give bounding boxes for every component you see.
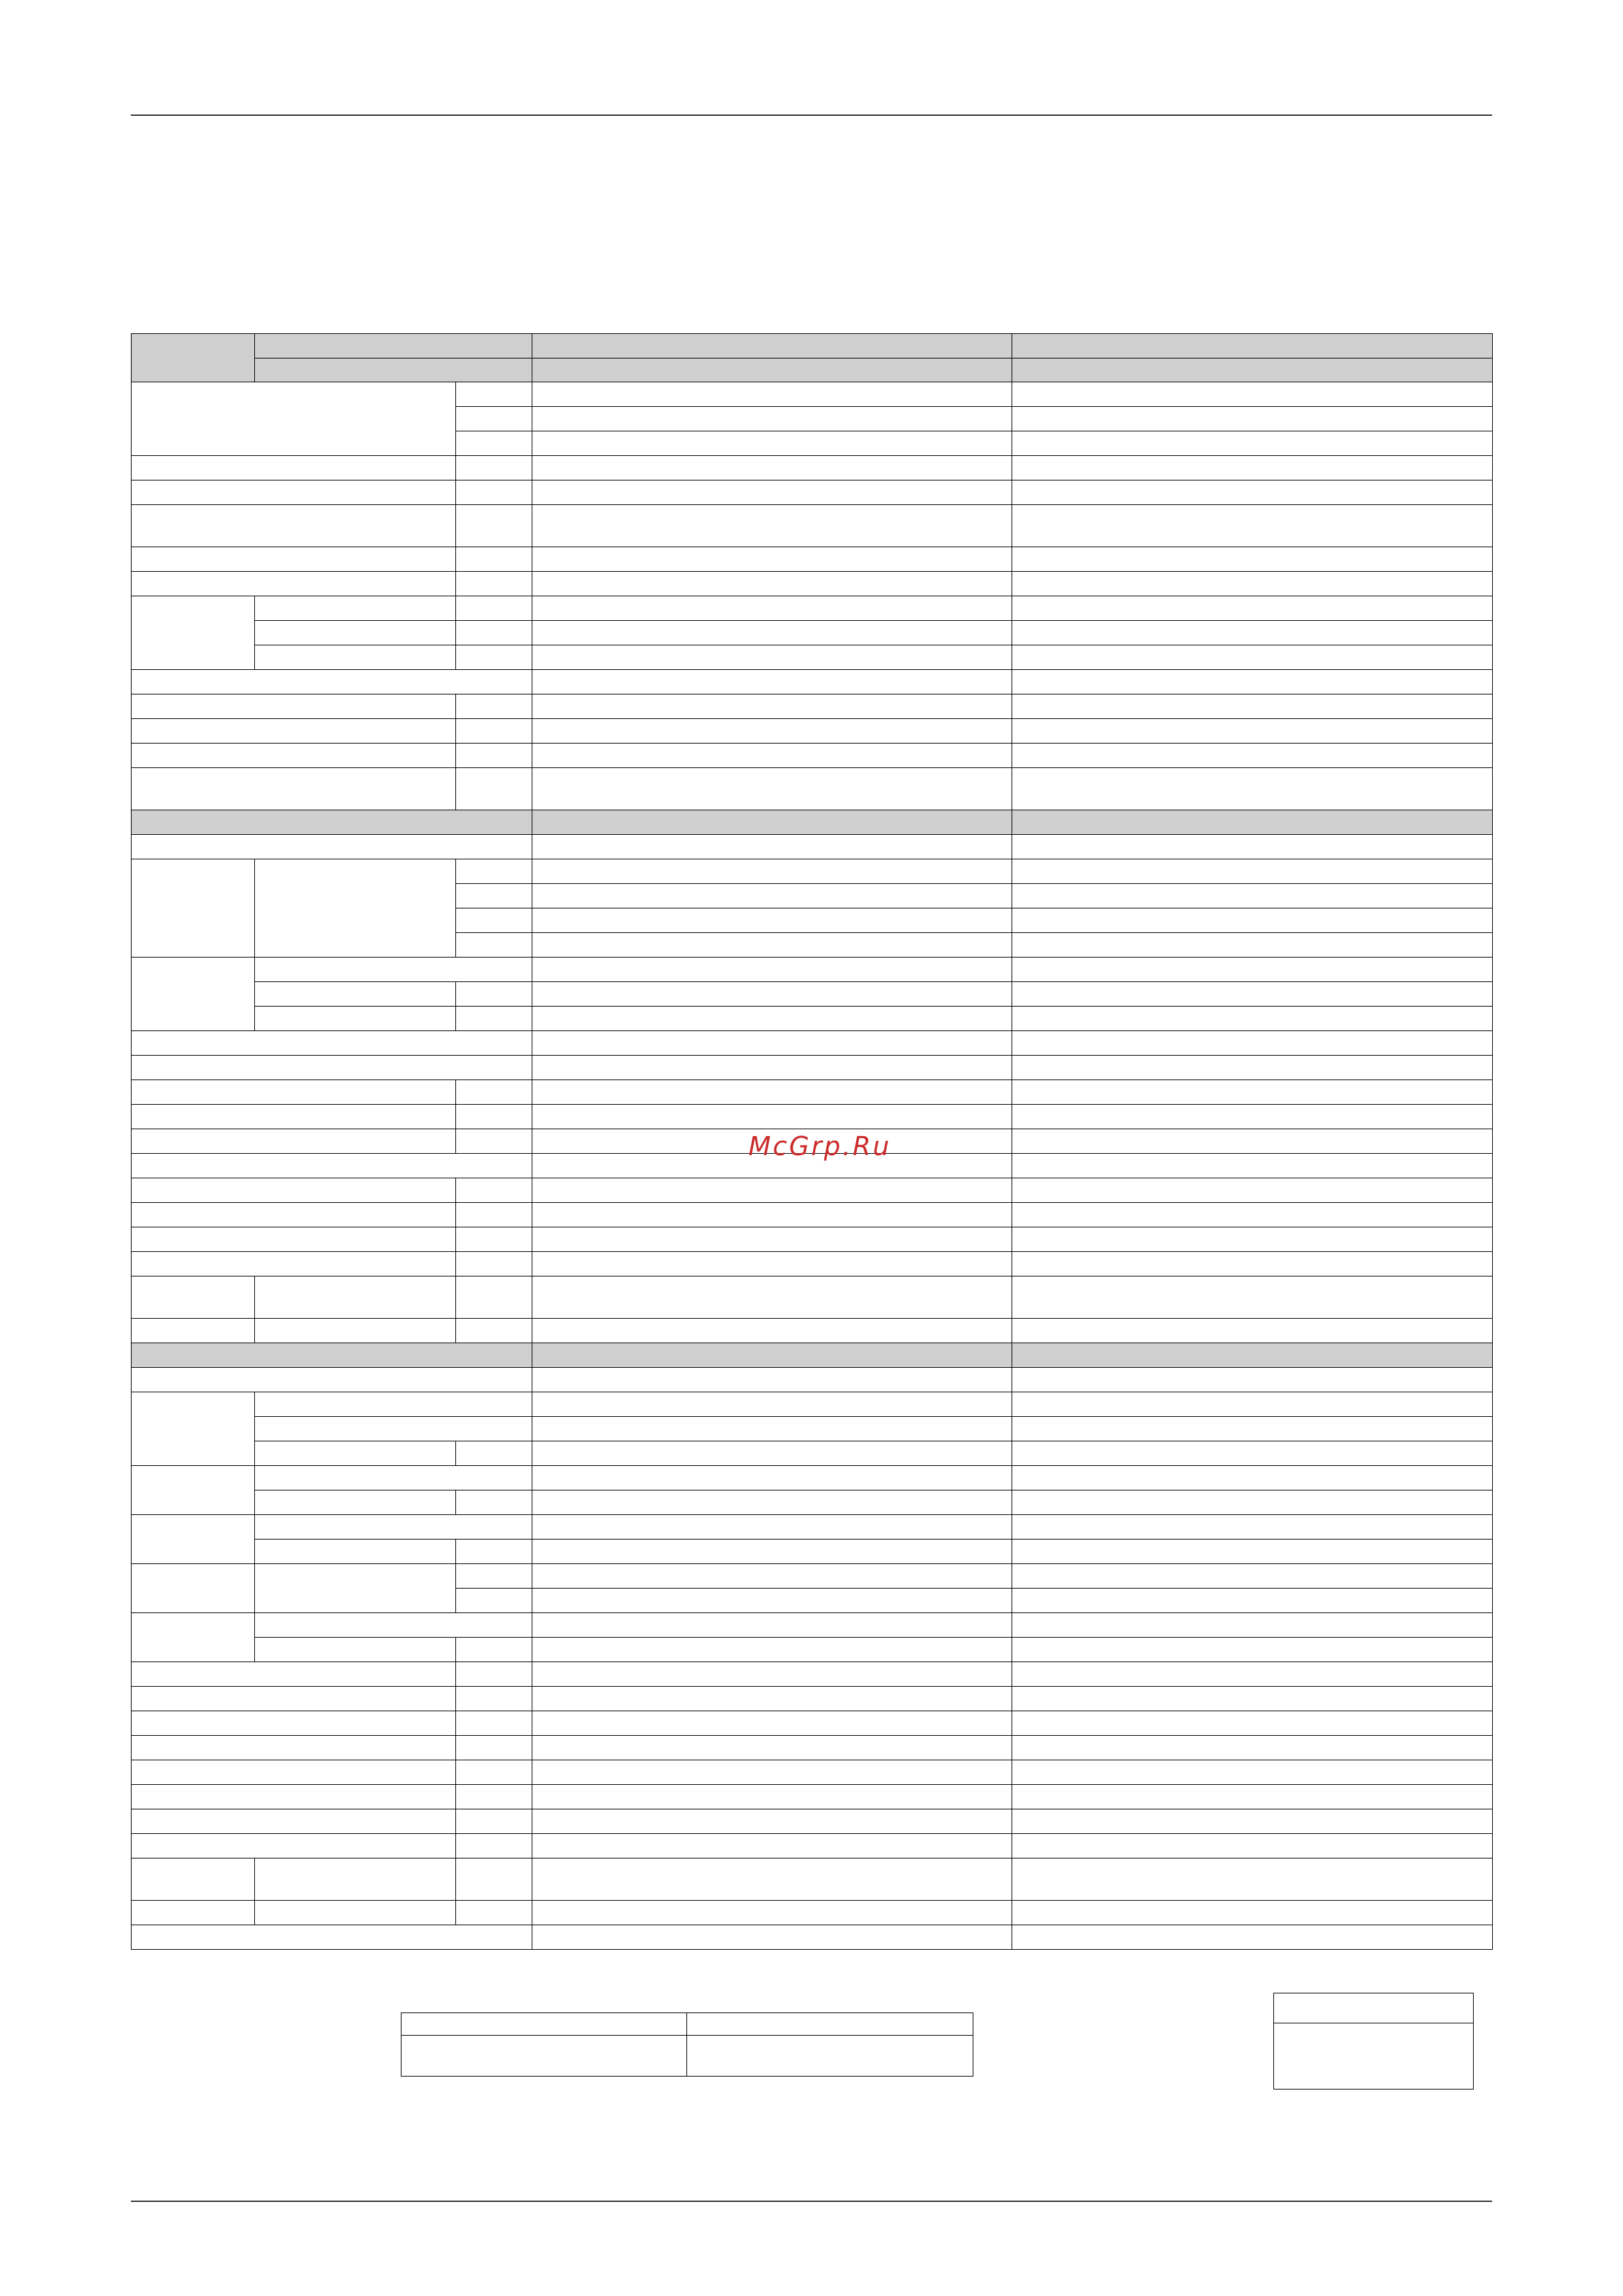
table-cell (455, 1735, 532, 1760)
table-cell (131, 1367, 532, 1392)
table-cell (131, 382, 456, 456)
table-cell (254, 596, 456, 621)
table-cell (532, 1318, 1012, 1343)
table-cell (532, 596, 1012, 621)
table-cell (1012, 1343, 1493, 1368)
table-cell (1012, 406, 1493, 431)
table-cell (532, 669, 1012, 694)
table-cell (131, 1080, 456, 1105)
table-cell (532, 1006, 1012, 1031)
table-cell (254, 1465, 532, 1490)
table-cell (532, 1416, 1012, 1441)
table-cell (254, 1900, 456, 1925)
table-cell (455, 1251, 532, 1276)
table-cell (532, 431, 1012, 456)
table-cell (532, 810, 1012, 835)
table-cell (1012, 1711, 1493, 1736)
table-cell (1012, 1784, 1493, 1809)
table-cell (455, 480, 532, 505)
table-cell (532, 1392, 1012, 1417)
table-cell (532, 1490, 1012, 1515)
table-cell (254, 1318, 456, 1343)
table-cell (532, 1563, 1012, 1589)
table-cell (131, 455, 456, 480)
table-cell (1012, 883, 1493, 908)
table-cell (455, 455, 532, 480)
table-cell (455, 1539, 532, 1564)
table-cell (455, 1662, 532, 1687)
table-cell (455, 1104, 532, 1129)
table-cell (1012, 1153, 1493, 1178)
table-cell (532, 382, 1012, 407)
table-cell (1012, 1104, 1493, 1129)
table-cell (254, 859, 456, 958)
table-cell (455, 1563, 532, 1589)
table-cell (131, 1925, 532, 1950)
table-cell (1012, 1637, 1493, 1662)
table-cell (455, 571, 532, 596)
table-cell (1012, 669, 1493, 694)
table-cell (131, 1711, 456, 1736)
table-cell (1012, 1735, 1493, 1760)
table-cell (532, 1760, 1012, 1785)
table-cell (532, 504, 1012, 547)
table-cell (532, 1809, 1012, 1834)
table-cell (254, 1392, 532, 1417)
table-cell (455, 1276, 532, 1319)
table-cell (455, 1006, 532, 1031)
table-cell (532, 1343, 1012, 1368)
table-cell (532, 1276, 1012, 1319)
table-cell (254, 1490, 456, 1515)
table-cell (532, 1637, 1012, 1662)
table-cell (131, 1735, 456, 1760)
table-cell (532, 981, 1012, 1007)
table-cell (131, 1055, 532, 1080)
table-cell (131, 1809, 456, 1834)
table-cell (254, 1637, 456, 1662)
table-cell (455, 406, 532, 431)
table-cell (455, 1858, 532, 1901)
table-cell (1012, 810, 1493, 835)
table-cell (532, 1202, 1012, 1227)
table-cell (131, 1833, 456, 1858)
table-cell (455, 908, 532, 933)
table-cell (455, 645, 532, 670)
table-cell (1012, 1514, 1493, 1540)
table-cell (455, 932, 532, 958)
table-cell (532, 1080, 1012, 1105)
table-cell (532, 1662, 1012, 1687)
table-cell (455, 718, 532, 744)
table-cell (455, 620, 532, 645)
table-cell (455, 1686, 532, 1711)
table-cell (1012, 1178, 1493, 1203)
table-cell (131, 1251, 456, 1276)
approval-cell (686, 2012, 973, 2036)
table-cell (532, 1251, 1012, 1276)
table-cell (532, 1858, 1012, 1901)
table-cell (455, 694, 532, 719)
table-cell (455, 1129, 532, 1154)
table-cell (131, 767, 456, 810)
table-cell (1012, 455, 1493, 480)
table-cell (455, 431, 532, 456)
table-cell (455, 1227, 532, 1252)
table-cell (455, 1080, 532, 1105)
table-cell (131, 1178, 456, 1203)
table-cell (1012, 1227, 1493, 1252)
table-cell (131, 547, 456, 572)
table-cell (131, 1858, 255, 1901)
table-cell (532, 1178, 1012, 1203)
table-cell (1012, 547, 1493, 572)
table-cell (131, 1343, 532, 1368)
table-cell (1012, 571, 1493, 596)
table-cell (532, 480, 1012, 505)
table-cell (532, 1686, 1012, 1711)
table-cell (455, 1784, 532, 1809)
table-cell (1012, 358, 1493, 382)
table-cell (1012, 834, 1493, 859)
table-cell (455, 1711, 532, 1736)
table-cell (131, 1153, 532, 1178)
table-cell (1012, 1612, 1493, 1638)
table-cell (455, 1900, 532, 1925)
table-cell (455, 1490, 532, 1515)
table-cell (455, 1178, 532, 1203)
table-cell (1012, 1080, 1493, 1105)
table-cell (532, 1612, 1012, 1638)
table-cell (532, 1227, 1012, 1252)
table-cell (1012, 1392, 1493, 1417)
table-cell (131, 1129, 456, 1154)
table-cell (532, 455, 1012, 480)
table-cell (532, 1711, 1012, 1736)
table-cell (455, 1637, 532, 1662)
table-cell (1012, 1055, 1493, 1080)
table-cell (455, 1441, 532, 1466)
table-cell (1012, 767, 1493, 810)
table-cell (254, 620, 456, 645)
table-cell (131, 1662, 456, 1687)
table-cell (532, 1900, 1012, 1925)
table-cell (532, 1441, 1012, 1466)
table-cell (1012, 1416, 1493, 1441)
table-cell (1012, 1006, 1493, 1031)
table-cell (532, 571, 1012, 596)
approval-cell (686, 2035, 973, 2077)
table-cell (532, 908, 1012, 933)
table-cell (1012, 694, 1493, 719)
table-cell (131, 810, 532, 835)
table-cell (131, 504, 456, 547)
table-cell (532, 1539, 1012, 1564)
table-cell (455, 547, 532, 572)
approval-cell (401, 2012, 687, 2036)
table-cell (131, 1030, 532, 1056)
table-cell (455, 1833, 532, 1858)
table-cell (532, 1055, 1012, 1080)
small-box-header (1273, 1993, 1474, 2023)
table-cell (455, 596, 532, 621)
table-cell (131, 1900, 255, 1925)
table-cell (532, 1735, 1012, 1760)
table-cell (1012, 382, 1493, 407)
table-cell (532, 1833, 1012, 1858)
table-cell (455, 981, 532, 1007)
table-cell (131, 669, 532, 694)
table-cell (532, 1465, 1012, 1490)
table-cell (1012, 1833, 1493, 1858)
table-cell (532, 1104, 1012, 1129)
table-cell (254, 1563, 456, 1613)
table-cell (131, 1318, 255, 1343)
table-cell (1012, 1318, 1493, 1343)
table-cell (254, 645, 456, 670)
table-cell (131, 1104, 456, 1129)
table-cell (455, 743, 532, 768)
table-cell (131, 596, 255, 670)
table-cell (1012, 480, 1493, 505)
table-cell (1012, 1662, 1493, 1687)
table-cell (1012, 1276, 1493, 1319)
table-cell (1012, 1809, 1493, 1834)
table-cell (532, 957, 1012, 982)
table-cell (1012, 645, 1493, 670)
table-cell (532, 547, 1012, 572)
table-cell (131, 480, 456, 505)
table-cell (131, 718, 456, 744)
table-cell (1012, 957, 1493, 982)
table-cell (254, 1441, 456, 1466)
table-cell (1012, 1588, 1493, 1613)
table-cell (254, 1416, 532, 1441)
table-cell (455, 504, 532, 547)
table-cell (1012, 1760, 1493, 1785)
table-cell (455, 767, 532, 810)
table-cell (532, 1588, 1012, 1613)
table-cell (532, 1030, 1012, 1056)
table-cell (1012, 1858, 1493, 1901)
footer-rule (131, 2201, 1492, 2202)
table-cell (532, 834, 1012, 859)
table-cell (455, 1318, 532, 1343)
table-cell (1012, 431, 1493, 456)
table-cell (1012, 596, 1493, 621)
table-cell (131, 1784, 456, 1809)
table-cell (1012, 1202, 1493, 1227)
approval-cell (401, 2035, 687, 2077)
table-cell (532, 694, 1012, 719)
table-cell (254, 1006, 456, 1031)
table-cell (1012, 1129, 1493, 1154)
table-cell (532, 743, 1012, 768)
watermark: McGrp.Ru (748, 1131, 892, 1161)
table-cell (532, 932, 1012, 958)
table-cell (131, 1392, 255, 1466)
table-cell (131, 1227, 456, 1252)
table-cell (131, 859, 255, 958)
table-cell (254, 1612, 532, 1638)
table-cell (455, 859, 532, 884)
table-cell (1012, 504, 1493, 547)
table-cell (1012, 1539, 1493, 1564)
table-cell (1012, 718, 1493, 744)
table-cell (1012, 1925, 1493, 1950)
table-cell (455, 1809, 532, 1834)
table-cell (131, 1276, 255, 1319)
table-cell (532, 883, 1012, 908)
table-cell (131, 1514, 255, 1564)
table-cell (455, 382, 532, 407)
table-cell (1012, 743, 1493, 768)
table-cell (131, 1202, 456, 1227)
table-cell (131, 571, 456, 596)
table-cell (254, 1858, 456, 1901)
table-cell (532, 859, 1012, 884)
table-cell (131, 694, 456, 719)
table-cell (532, 1925, 1012, 1950)
table-cell (1012, 859, 1493, 884)
table-cell (532, 358, 1012, 382)
table-cell (254, 333, 532, 358)
table-cell (1012, 1490, 1493, 1515)
table-cell (1012, 908, 1493, 933)
small-box-body (1273, 2023, 1474, 2090)
table-cell (532, 718, 1012, 744)
table-cell (1012, 333, 1493, 358)
table-cell (455, 1760, 532, 1785)
table-cell (455, 1202, 532, 1227)
table-cell (131, 1760, 456, 1785)
table-cell (254, 957, 532, 982)
table-cell (532, 333, 1012, 358)
table-cell (131, 1563, 255, 1613)
table-cell (131, 333, 255, 382)
table-cell (1012, 1686, 1493, 1711)
table-cell (131, 957, 255, 1031)
table-cell (254, 981, 456, 1007)
table-cell (1012, 1563, 1493, 1589)
table-cell (1012, 1465, 1493, 1490)
table-cell (1012, 1441, 1493, 1466)
table-cell (455, 1588, 532, 1613)
table-cell (532, 767, 1012, 810)
table-cell (254, 1539, 456, 1564)
table-cell (131, 1465, 255, 1515)
table-cell (532, 1784, 1012, 1809)
table-cell (1012, 1030, 1493, 1056)
table-cell (1012, 620, 1493, 645)
table-cell (532, 1514, 1012, 1540)
table-cell (1012, 1251, 1493, 1276)
table-cell (254, 358, 532, 382)
table-cell (1012, 1367, 1493, 1392)
table-cell (532, 620, 1012, 645)
table-cell (532, 645, 1012, 670)
table-cell (455, 883, 532, 908)
table-cell (1012, 932, 1493, 958)
table-cell (1012, 981, 1493, 1007)
table-cell (254, 1514, 532, 1540)
table-cell (131, 1612, 255, 1662)
table-cell (131, 834, 532, 859)
table-cell (254, 1276, 456, 1319)
table-cell (131, 1686, 456, 1711)
table-cell (532, 1367, 1012, 1392)
table-cell (532, 406, 1012, 431)
table-cell (1012, 1900, 1493, 1925)
table-cell (131, 743, 456, 768)
